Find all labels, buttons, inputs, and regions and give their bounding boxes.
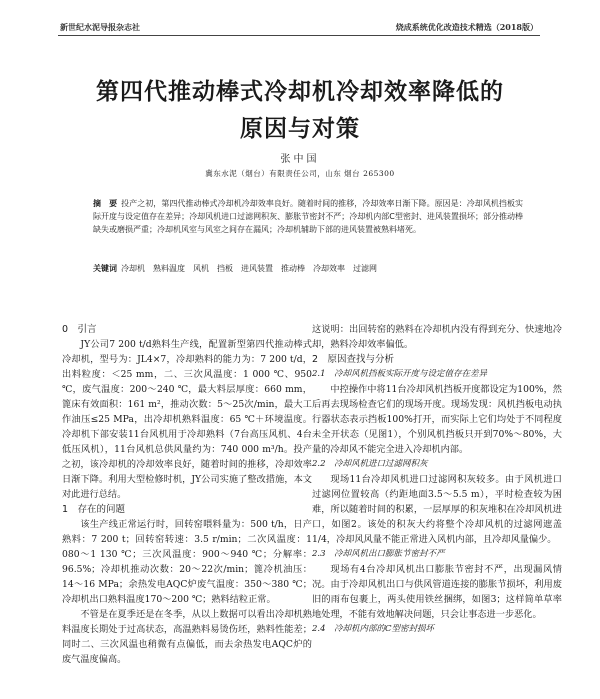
body-paragraph: 这说明：出回转窑的熟料在冷却机内没有得到充分、快速地冷却，熟料冷却效率偏低。	[312, 324, 562, 350]
body-paragraph: 现场有4台冷却风机出口膨胀节密封不严，出现漏风情况。由于冷却风机出口与供风管道连接的膨胀节损坏，利用废旧的雨布包裹上，两头使用铁丝捆绑，如图3；这样简单草率地处理，不能有效地解决问题，只会让事态进一步恶化。	[312, 564, 562, 620]
subsection-heading: 2.3 冷却风机出口膨胀节密封不严	[312, 549, 445, 559]
body-paragraph: 中控操作中将11台冷却风机挡板开度都设定为100%，然后再去现场检查它们的现场开度。现场发现：风机挡板电动执行器状态表示挡板100%打开，而实际上它们均处于不同程度未全开状态（见图1），个别风机挡板只开到70%～80%，大量的冷却风不能完全进入冷却机内部。	[312, 384, 562, 455]
subsection-heading: 2.4 冷却机内部的C型密封损坏	[312, 624, 435, 634]
subsection-heading: 2.2 冷却风机进口过滤网积灰	[312, 459, 428, 469]
body-paragraph: JY公司7 200 t/d熟料生产线，配置新型第四代推动棒式冷却机，型号为：JL4×7，冷却熟料的能力为：7 200 t/d，出料粒度：＜25 mm，二、三次风温度：1 000 ℃、950 ℃，废气温度：200～240 ℃，最大料层厚度：660 mm，篦床有效面积：161 m²，推动次数：5～25次/min，最大工作油压≤25 MPa，出冷却机熟料温度：65 ℃＋环境温度。冷却机下部安装11台风机用于冷却熟料（7台高压风机、4台低压风机），11台风机总供风量约为：740 000 m³/h。投产之初，该冷却机的冷却效率良好，随着时间的推移，冷却效率日渐下降。利用大型检修时机，JY公司实施了整改措施，本文对此进行总结。	[62, 339, 312, 500]
author-affiliation: 冀东水泥（烟台）有限责任公司，山东 烟台 265300	[205, 169, 395, 178]
running-header-left: 新世纪水泥导报杂志社	[60, 22, 140, 32]
body-column-right	[312, 322, 562, 637]
subsection-heading: 2.1 冷却风机挡板实际开度与设定值存在差异	[312, 369, 488, 379]
abstract	[93, 197, 523, 236]
abstract-text: 投产之初，第四代推动棒式冷却机冷却效率良好。随着时间的推移，冷却效率日渐下降。原因是：冷却风机挡板实际开度与设定值存在差异；冷却风机进口过滤网积灰、膨胀节密封不严；冷却机内部C型密封、进风装置损坏；部分推动棒缺失或磨损严重；冷却机风室与风室之间存在漏风；冷却机辅助下部的进风装置被熟料堵死。	[93, 199, 524, 234]
article-title-line-1: 第四代推动棒式冷却机冷却效率降低的	[96, 79, 504, 105]
keywords-label: 关键词	[93, 264, 117, 273]
body-paragraph: 现场11台冷却风机进口过滤网积灰较多。由于风机进口过滤网位置较高（约距地面3.5～5.5 m），平时检查较为困难，所以随着时间的积累，一层厚厚的积灰堆积在冷却风机进口，如图2。该处的积灰大约将整个冷却风机的过滤网遮盖1/4，冷却风风量不能正常进入风机内部，且冷却风量偏少。	[312, 474, 562, 545]
body-paragraph: 不管是在夏季还是在冬季，从以上数据可以看出冷却机熟料温度长期处于过高状态，高温熟料易烫伤坯，熟料性能差；同时二、三次风温也稍微有点偏低，而去余热发电AQC炉的废气温度偏高。	[62, 609, 312, 665]
body-column-left	[62, 322, 312, 667]
header-rule	[58, 35, 540, 36]
keywords	[93, 263, 523, 274]
section-heading: 1 存在的问题	[62, 504, 126, 515]
section-heading: 2 原因查找与分析	[312, 354, 395, 365]
running-header-right: 烧成系统优化改造技术精选（2018版）	[395, 22, 538, 32]
body-paragraph: 该生产线正常运行时，回转窑喂料量为：500 t/h，日产熟料：7 200 t；回转窑转速：3.5 r/min；二次风温度：1 080～1 130 ℃；三次风温度：900～940 ℃；分解率：96.5%；冷却机推动次数：20～22次/min；篦冷机油压：14～16 MPa；余热发电AQC炉废气温度：350～380 ℃；冷却机出口熟料温度170～200 ℃；熟料结粒正常。	[62, 519, 312, 605]
keywords-text: 冷却机 熟料温度 风机 挡板 进风装置 推动棒 冷却效率 过滤网	[121, 264, 377, 273]
article-title-line-2: 原因与对策	[240, 116, 360, 142]
author-name: 张中国	[280, 154, 320, 165]
abstract-label: 摘 要	[93, 199, 118, 208]
section-heading: 0 引言	[62, 324, 97, 335]
